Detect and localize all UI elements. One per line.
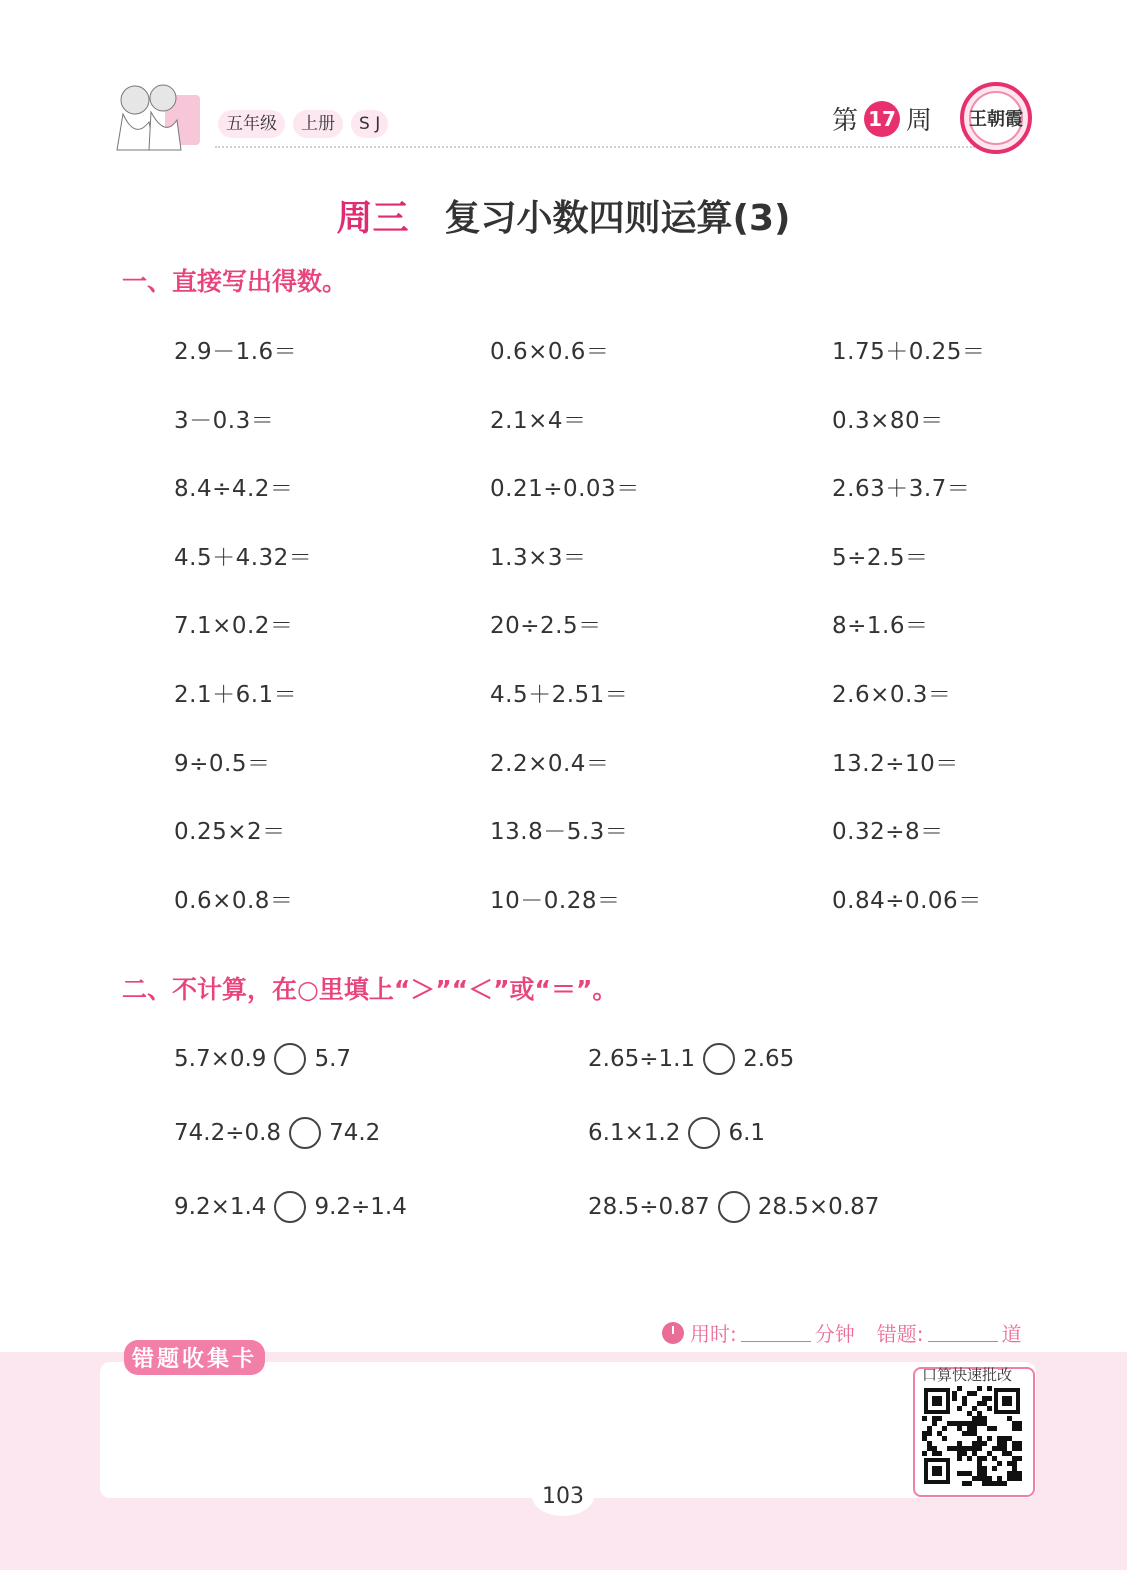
calc-problem: 4.5＋2.51＝ [490, 682, 629, 708]
header-divider [215, 146, 975, 148]
compare-right: 5.7 [314, 1046, 352, 1072]
calc-problem: 5÷2.5＝ [832, 544, 929, 571]
compare-item [174, 1043, 351, 1075]
compare-left: 28.5÷0.87 [588, 1194, 710, 1220]
calc-problem: 2.2×0.4＝ [490, 750, 610, 777]
time-blank[interactable] [741, 1323, 811, 1342]
error-blank[interactable] [928, 1323, 998, 1342]
time-unit: 分钟 [814, 1322, 855, 1346]
compare-left: 74.2÷0.8 [174, 1120, 282, 1146]
error-label: 错题: [876, 1322, 924, 1346]
compare-left: 2.65÷1.1 [588, 1046, 696, 1072]
compare-right: 74.2 [329, 1120, 381, 1146]
compare-left: 9.2×1.4 [174, 1194, 267, 1220]
answer-circle[interactable] [703, 1043, 735, 1075]
compare-right: 28.5×0.87 [757, 1194, 880, 1220]
grade-tags [218, 110, 388, 138]
compare-right: 2.65 [743, 1046, 795, 1072]
page-number: 103 [532, 1476, 594, 1516]
calc-problem: 3－0.3＝ [174, 407, 275, 434]
page-title [0, 190, 1127, 241]
clock-icon [662, 1322, 684, 1344]
calc-problem: 2.1×4＝ [490, 407, 587, 434]
calc-problem: 1.75＋0.25＝ [832, 339, 986, 365]
calc-problem: 8.4÷4.2＝ [174, 476, 294, 503]
answer-circle[interactable] [688, 1117, 720, 1149]
calc-problem: 0.84÷0.06＝ [832, 887, 982, 914]
answer-circle[interactable] [718, 1191, 750, 1223]
page-header [0, 0, 1127, 170]
answer-circle[interactable] [274, 1191, 306, 1223]
title-topic: 复习小数四则运算(3) [444, 198, 791, 239]
calc-problem: 0.6×0.6＝ [490, 339, 610, 365]
compare-item [174, 1117, 380, 1149]
time-label: 用时: [690, 1322, 737, 1346]
calc-problem: 13.2÷10＝ [832, 750, 959, 777]
calc-problem: 7.1×0.2＝ [174, 613, 294, 640]
section2-heading: 二、不计算，在○里填上“＞”“＜”或“＝”。 [122, 975, 618, 1004]
week-suffix: 周 [906, 106, 933, 136]
qr-label: 口算快速批改 [922, 1366, 1013, 1384]
qr-code-icon[interactable] [922, 1386, 1022, 1486]
calc-problem: 8÷1.6＝ [832, 613, 929, 640]
edition-pill: S J [351, 110, 388, 138]
week-number-badge: 17 [864, 101, 900, 137]
calc-problem: 2.9－1.6＝ [174, 339, 298, 365]
volume-pill: 上册 [293, 110, 343, 138]
week-prefix: 第 [832, 106, 859, 136]
calc-problem: 9÷0.5＝ [174, 750, 271, 777]
grade-pill: 五年级 [218, 110, 285, 138]
calc-problem: 2.1＋6.1＝ [174, 682, 298, 708]
compare-left: 6.1×1.2 [588, 1120, 681, 1146]
calc-problem: 4.5＋4.32＝ [174, 544, 313, 571]
footer-stats [662, 1318, 1022, 1347]
section1-heading: 一、直接写出得数。 [122, 267, 348, 296]
brand-name: 王朝霞 [969, 109, 1023, 130]
compare-item [588, 1117, 765, 1149]
calc-problem: 2.63＋3.7＝ [832, 476, 971, 503]
compare-right: 6.1 [728, 1120, 766, 1146]
week-indicator [832, 100, 932, 137]
error-unit: 道 [1001, 1322, 1022, 1346]
answer-circle[interactable] [289, 1117, 321, 1149]
answer-circle[interactable] [274, 1043, 306, 1075]
calc-problem: 2.6×0.3＝ [832, 682, 952, 708]
calc-problem: 0.6×0.8＝ [174, 887, 294, 914]
brand-seal-icon [958, 78, 1034, 160]
compare-left: 5.7×0.9 [174, 1046, 267, 1072]
calc-problem: 20÷2.5＝ [490, 613, 602, 640]
compare-item [588, 1043, 794, 1075]
card-tag: 错题收集卡 [124, 1340, 265, 1375]
calc-problem: 0.21÷0.03＝ [490, 476, 640, 503]
title-day: 周三 [336, 198, 409, 239]
calc-problem: 0.3×80＝ [832, 407, 944, 434]
compare-item [174, 1191, 407, 1223]
calc-problem: 0.25×2＝ [174, 819, 286, 846]
calc-problem: 13.8－5.3＝ [490, 819, 629, 846]
calc-problem: 1.3×3＝ [490, 544, 587, 571]
calc-problem: 10－0.28＝ [490, 887, 621, 914]
compare-item [588, 1191, 879, 1223]
calc-problem: 0.32÷8＝ [832, 819, 944, 846]
compare-right: 9.2÷1.4 [314, 1194, 407, 1220]
kids-mascot-icon [105, 70, 205, 155]
